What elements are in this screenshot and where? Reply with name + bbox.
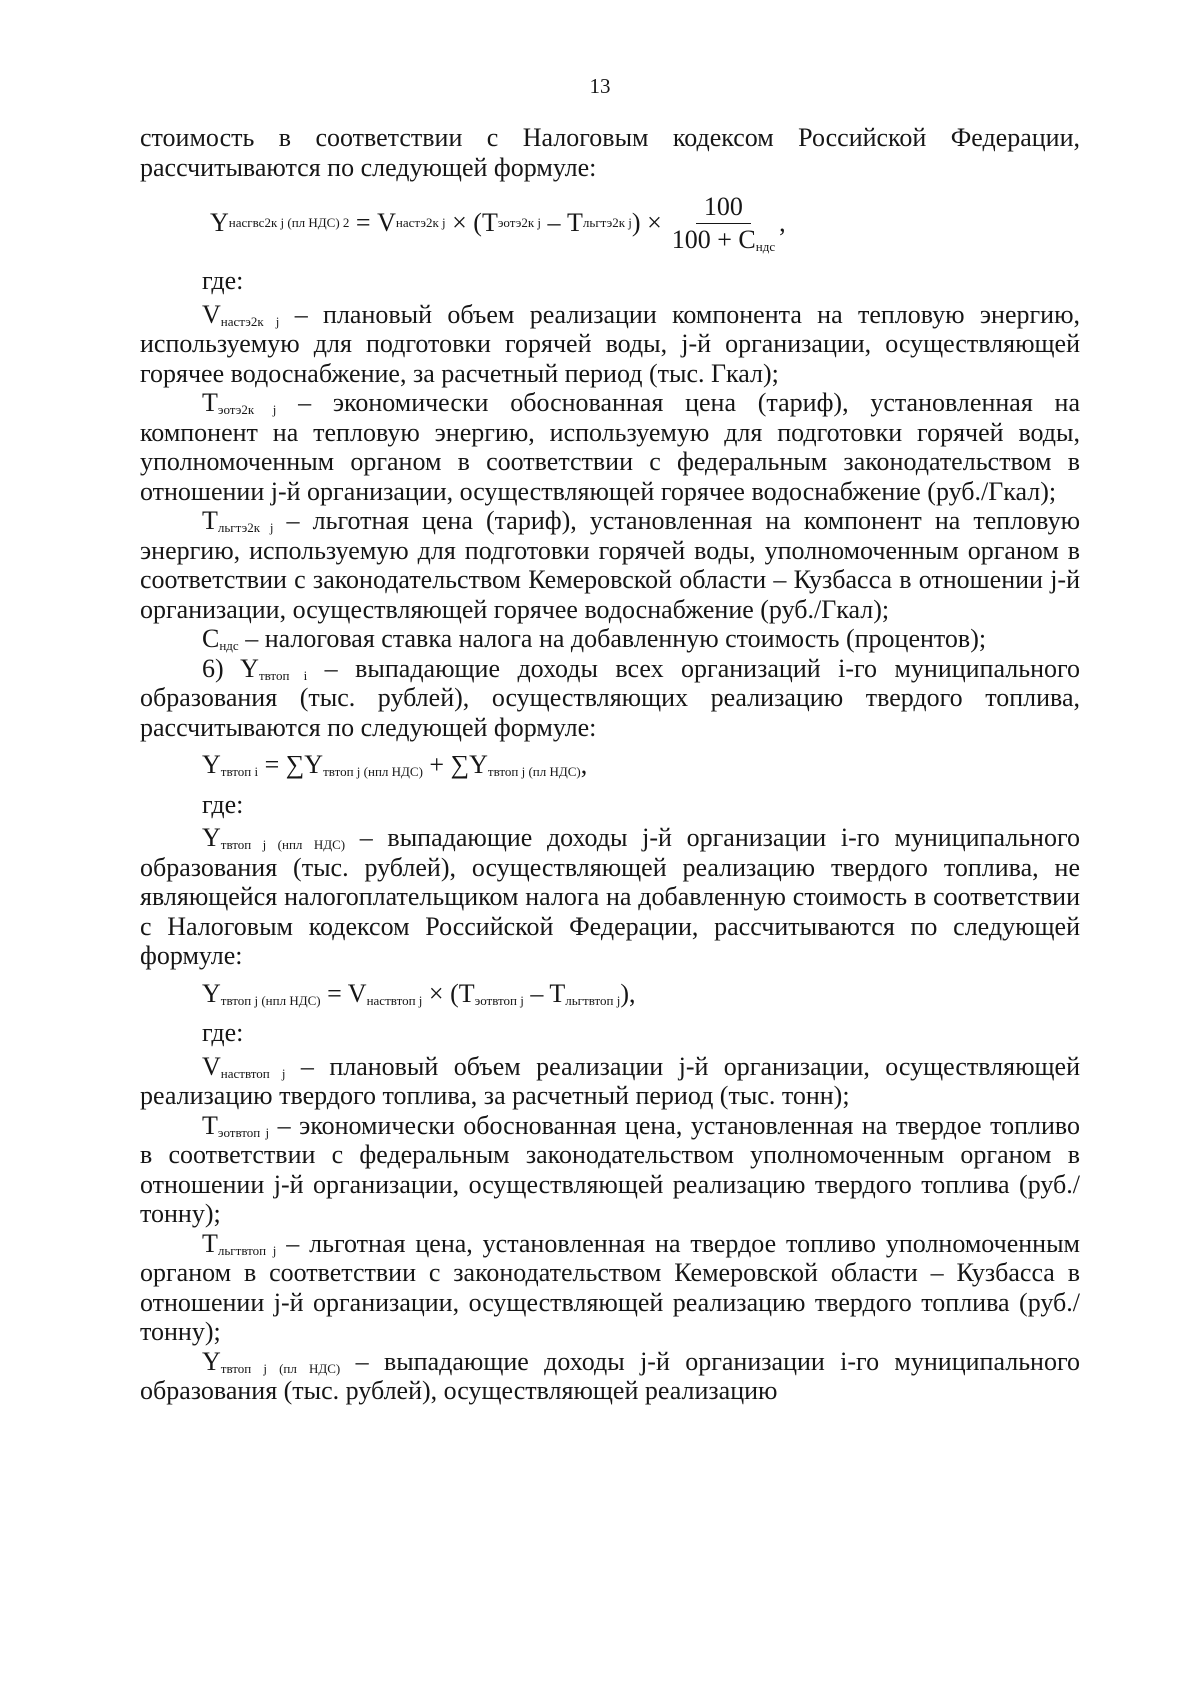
formula-fraction: $\frac{100}{100 + C_{ндс}}$	[671, 192, 776, 254]
formula-gvs-compensation: Y насгвс2к j (пл НДС) 2 = V настэ2к j × ( T эотэ2к j – T льгтэ2к j ) × $\frac{100}{100 + C_{ндс}}$ ,	[210, 192, 786, 254]
where-label-3: где:	[202, 1018, 244, 1047]
definition-y-tvtop-npl: $Y_{твтоп j (нпл НДС)}$ – выпадающие доходы j-й организации i-го муниципального образования (тыс. рублей), осуществляющей реализацию твердого топлива, не являющейся налогоплательщиком налога на добавленную стоимость в соответствии с Налоговым кодексом Российской Федерации, рассчитываются по следующей формуле:	[140, 823, 1080, 970]
paragraph-intro: стоимость в соответствии с Налоговым кодексом Российской Федерации, рассчитываются по следующей формуле:	[140, 123, 1080, 182]
formula-solid-fuel-npl: $Y_{твтоп j (нпл НДС)} = V_{наствтоп j} \times (T_{эотвтоп j} - T_{льгтвтоп j})$,	[202, 978, 636, 1008]
definition-t-eot-e2k: $T_{эотэ2к j}$ – экономически обоснованная цена (тариф), установленная на компонент на тепловую энергию, используемую для подготовки горячей воды, уполномоченным органом в соответствии с федеральным законодательством в отношении j-й организации, осуществляющей горячее водоснабжение (руб./Гкал);	[140, 388, 1080, 506]
page-content	[140, 123, 1080, 1406]
definition-v-nast-e2k: $V_{настэ2к j}$ – плановый объем реализации компонента на тепловую энергию, используемую для подготовки горячей воды, j-й организации, осуществляющей горячее водоснабжение, за расчетный период (тыс. Гкал);	[140, 299, 1081, 388]
where-label-2: где:	[202, 789, 244, 819]
where-label: где:	[202, 266, 244, 295]
formula-solid-fuel-sum: $Y_{твтоп i} = \sum Y_{твтоп j (нпл НДС)} + \sum Y_{твтоп j (пл НДС)}$,	[202, 750, 588, 779]
definition-t-eot-vtop: $T_{эотвтоп j}$ – экономически обоснованная цена, установленная на твердое топливо в соответствии с федеральным законодательством уполномоченным органом в отношении j-й организации, осуществляющей реализацию твердого топлива (руб./тонну);	[140, 1110, 1080, 1228]
definition-t-lgt-e2k: $T_{льгтэ2к j}$ – льготная цена (тариф), установленная на компонент на тепловую энергию, используемую для подготовки горячей воды, уполномоченным органом в соответствии с законодательством Кемеровской области – Кузбасса в отношении j-й организации, осуществляющей горячее водоснабжение (руб./Гкал);	[140, 506, 1080, 624]
definition-t-lgt-vtop: $T_{льгтвтоп j}$ – льготная цена, установленная на твердое топливо уполномоченным органом в соответствии с законодательством Кемеровской области – Кузбасса в отношении j-й организации, осуществляющей реализацию твердого топлива (руб./тонну);	[140, 1228, 1080, 1346]
item-6-solid-fuel: 6) $Y_{твтоп i}$ – выпадающие доходы всех организаций i-го муниципального образования (тыс. рублей), осуществляющих реализацию твердого топлива, рассчитываются по следующей формуле:	[140, 653, 1081, 742]
page-number: 13	[589, 74, 611, 98]
definition-c-nds: $C_{ндс}$ – налоговая ставка налога на добавленную стоимость (процентов);	[202, 624, 987, 653]
definition-v-nast-vtop: $V_{наствтоп j}$ – плановый объем реализации j-й организации, осуществляющей реализацию твердого топлива, за расчетный период (тыс. тонн);	[140, 1051, 1080, 1110]
definition-y-tvtop-pl: $Y_{твтоп j (пл НДС)}$ – выпадающие доходы j-й организации i-го муниципального образования (тыс. рублей), осуществляющей реализацию	[140, 1346, 1080, 1405]
